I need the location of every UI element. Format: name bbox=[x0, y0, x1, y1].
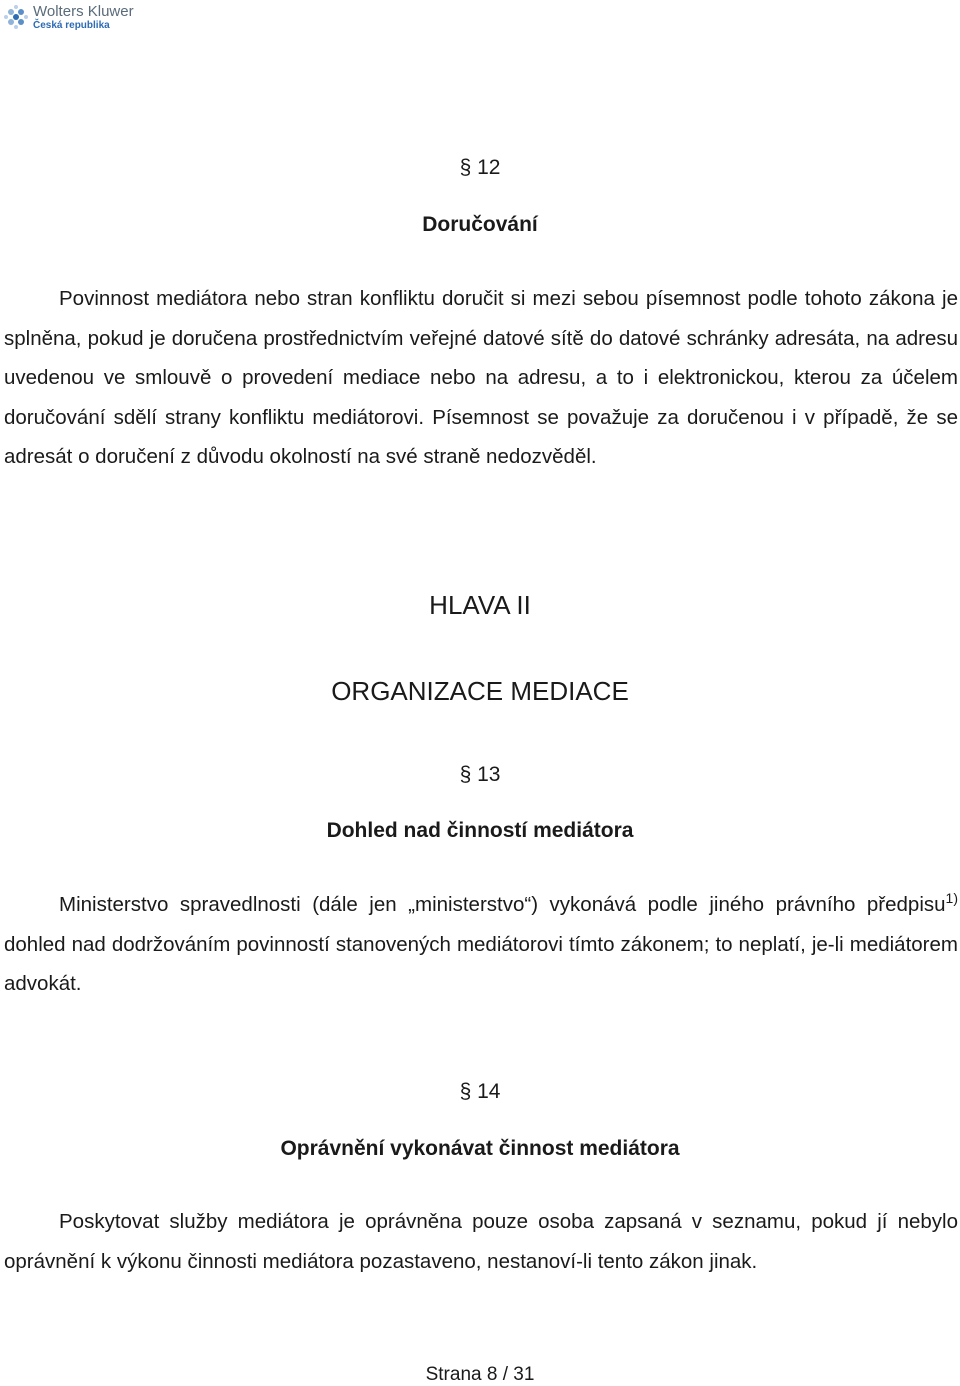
section-12-paragraph: Povinnost mediátora nebo stran konfliktu doručit si mezi sebou písemnost podle tohoto zákona je splněna, pokud je doručena prostřednictvím veřejné datové sítě do datové schránky adresáta, na adresu uvedenou ve smlouvě o provedení mediace nebo na adresu, a to i elektronickou, kterou za účelem doručování sdělí strany konfliktu mediátorovi. Písemnost se považuje za doručenou i v případě, že se adresát o doručení z důvodu okolností na své straně nedozvěděl. bbox=[4, 287, 958, 468]
section-12-number: § 12 bbox=[459, 156, 501, 179]
logo-name: Wolters Kluwer bbox=[33, 3, 134, 20]
section-12-title: Doručování bbox=[422, 213, 538, 236]
publisher-logo bbox=[3, 4, 134, 31]
section-14-number: § 14 bbox=[459, 1080, 501, 1103]
section-13-paragraph bbox=[4, 885, 958, 1004]
section-14-title: Oprávnění vykonávat činnost mediátora bbox=[280, 1137, 680, 1160]
section-13-text-after: dohled nad dodržováním povinností stanovených mediátorovi tímto zákonem; to neplatí, je-li mediátorem advokát. bbox=[4, 932, 958, 995]
section-13-number: § 13 bbox=[459, 763, 501, 786]
wolters-kluwer-logo-icon bbox=[3, 4, 29, 30]
section-14-paragraph: Poskytovat služby mediátora je oprávněna pouze osoba zapsaná v seznamu, pokud jí nebylo oprávnění k výkonu činnosti mediátora pozastaveno, nestanoví-li tento zákon jinak. bbox=[4, 1210, 958, 1273]
logo-subtitle: Česká republika bbox=[33, 20, 110, 31]
section-13-text-before: Ministerstvo spravedlnosti (dále jen „ministerstvo“) vykonává podle jiného právního předpisu bbox=[59, 893, 946, 916]
section-13-title: Dohled nad činností mediátora bbox=[326, 819, 634, 842]
chapter-number: HLAVA II bbox=[429, 590, 531, 620]
page-number: Strana 8 / 31 bbox=[425, 1364, 535, 1385]
chapter-title: ORGANIZACE MEDIACE bbox=[331, 676, 629, 706]
footnote-reference[interactable]: 1) bbox=[945, 890, 958, 906]
